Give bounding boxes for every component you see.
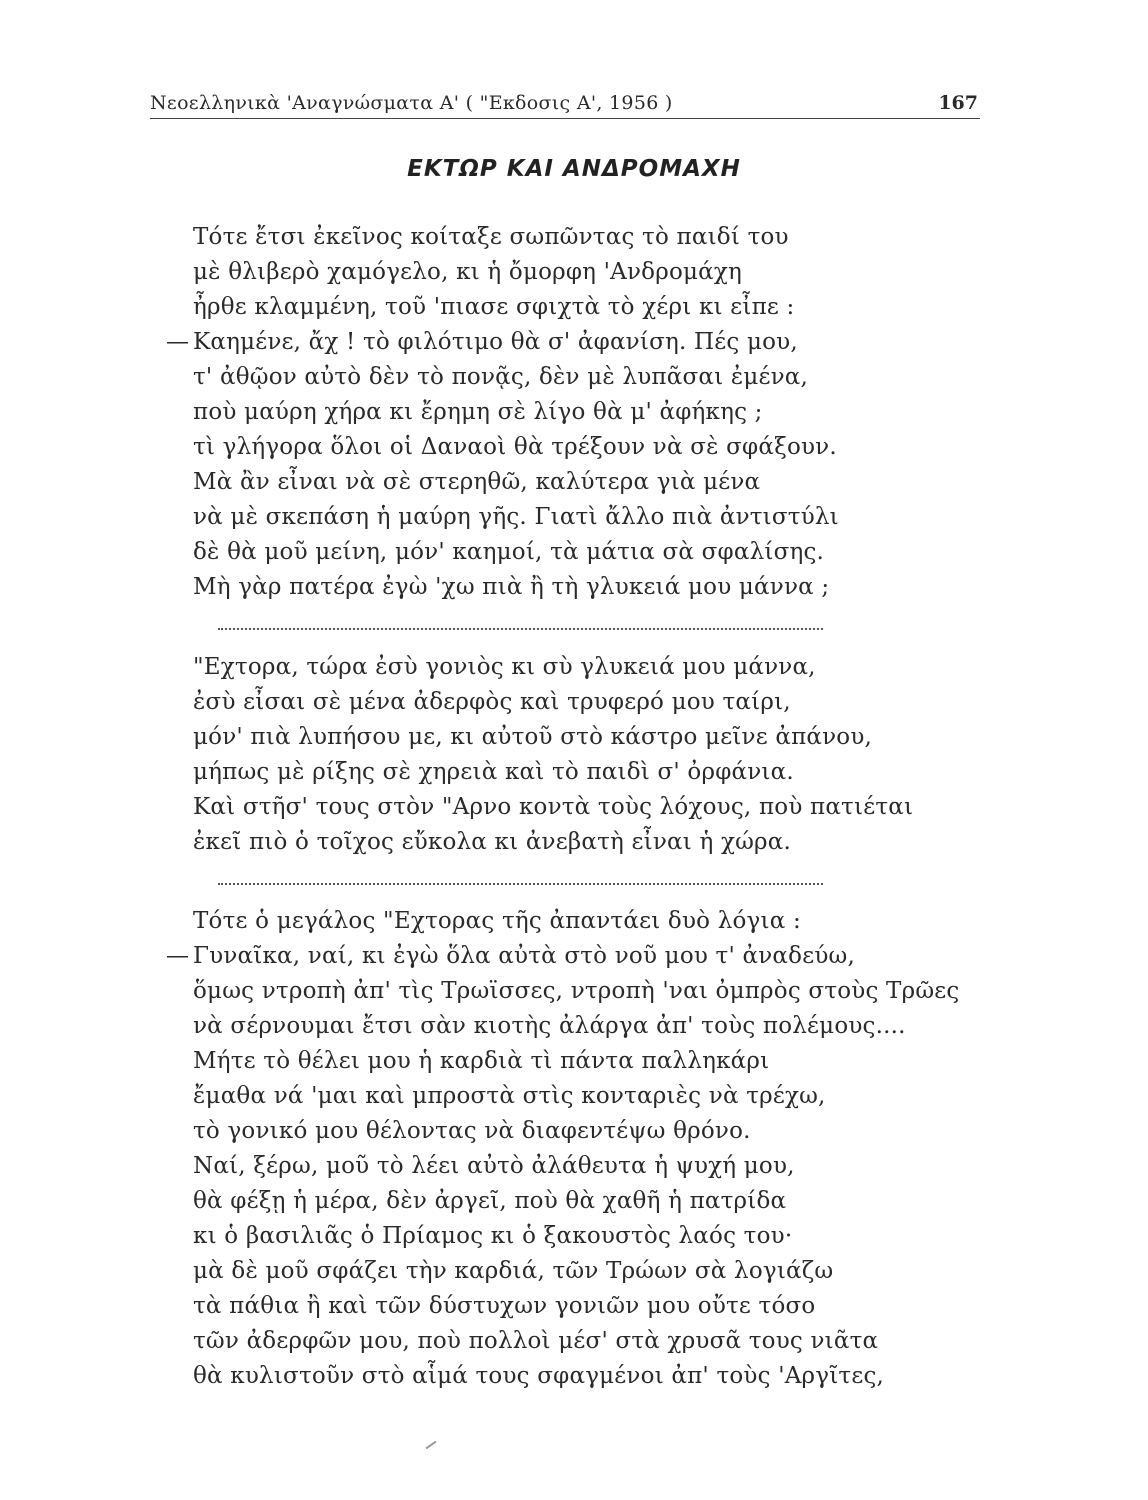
- poem-title: ΕΚΤΩΡ ΚΑΙ ΑΝΔΡΟΜΑΧΗ: [407, 156, 741, 182]
- poem-line: κι ὁ βασιλιᾶς ὁ Πρίαμος κι ὁ ξακουστὸς λαός του·: [193, 1223, 793, 1249]
- header-title: Νεοελληνικὰ 'Αναγνώσματα Α' ( "Εκδοσις Α', 1956 ): [150, 92, 673, 114]
- poem-line: μὰ δὲ μοῦ σφάζει τὴν καρδιά, τῶν Τρώων σὰ λογιάζω: [193, 1258, 834, 1284]
- poem-line: ἔμαθα νά 'μαι καὶ μπροστὰ στὶς κονταριὲς νὰ τρέχω,: [193, 1083, 826, 1109]
- poem-line: νὰ σέρνουμαι ἔτσι σὰν κιοτὴς ἀλάργα ἀπ' τοὺς πολέμους....: [193, 1013, 906, 1039]
- poem-line: θὰ φέξῃ ἡ μέρα, δὲν ἀργεῖ, ποὺ θὰ χαθῆ ἡ πατρίδα: [193, 1188, 787, 1214]
- poem-line: Μήτε τὸ θέλει μου ἡ καρδιὰ τὶ πάντα παλληκάρι: [193, 1048, 770, 1074]
- poem-line: Καημένε, ἄχ ! τὸ φιλότιμο θὰ σ' ἀφανίση. Πές μου,: [193, 329, 798, 355]
- poem-line: Τότε ὁ μεγάλος "Εχτορας τῆς ἀπαντάει δυὸ λόγια :: [193, 908, 801, 934]
- poem-line: ἐσὺ εἶσαι σὲ μένα ἀδερφὸς καὶ τρυφερό μου ταίρι,: [193, 689, 791, 715]
- dialogue-dash: —: [166, 943, 189, 969]
- poem-line: ἦρθε κλαμμένη, τοῦ 'πιασε σφιχτὰ τὸ χέρι κι εἶπε :: [193, 294, 795, 320]
- stray-mark: [426, 1441, 437, 1450]
- ellipsis-divider: [218, 628, 823, 630]
- poem-line: Καὶ στῆσ' τους στὸν "Αρνο κοντὰ τοὺς λόχους, ποὺ πατιέται: [193, 794, 914, 820]
- poem-line: τ' ἀθῷον αὐτὸ δὲν τὸ πονᾷς, δὲν μὲ λυπᾶσαι ἐμένα,: [193, 364, 809, 390]
- poem-line: ἐκεῖ πιὸ ὁ τοῖχος εὔκολα κι ἀνεβατὴ εἶναι ἡ χώρα.: [193, 829, 792, 855]
- poem-line: θὰ κυλιστοῦν στὸ αἷμά τους σφαγμένοι ἀπ' τοὺς 'Αργῖτες,: [193, 1363, 885, 1389]
- poem-line: "Εχτορα, τώρα ἐσὺ γονιὸς κι σὺ γλυκειά μου μάννα,: [193, 654, 816, 680]
- dialogue-dash: —: [166, 329, 189, 355]
- poem-line: τῶν ἀδερφῶν μου, ποὺ πολλοὶ μέσ' στὰ χρυσᾶ τους νιᾶτα: [193, 1328, 879, 1354]
- poem-line: Ναί, ξέρω, μοῦ τὸ λέει αὐτὸ ἀλάθευτα ἡ ψυχή μου,: [193, 1153, 795, 1179]
- poem-line: Γυναῖκα, ναί, κι ἐγὼ ὅλα αὐτὰ στὸ νοῦ μου τ' ἀναδεύω,: [193, 943, 855, 969]
- poem-line: Τότε ἔτσι ἐκεῖνος κοίταξε σωπῶντας τὸ παιδί του: [193, 224, 789, 250]
- poem-line: μήπως μὲ ρίξης σὲ χηρειὰ καὶ τὸ παιδὶ σ' ὀρφάνια.: [193, 759, 794, 785]
- poem-line: ποὺ μαύρη χήρα κι ἔρημη σὲ λίγο θὰ μ' ἀφήκης ;: [193, 399, 763, 425]
- ellipsis-divider: [218, 883, 823, 885]
- poem-line: νὰ μὲ σκεπάση ἡ μαύρη γῆς. Γιατὶ ἄλλο πιὰ ἀντιστύλι: [193, 504, 839, 530]
- poem-line: τὶ γλήγορα ὅλοι οἱ Δαναοὶ θὰ τρέξουν νὰ σὲ σφάξουν.: [193, 434, 837, 460]
- poem-line: ὅμως ντροπὴ ἀπ' τὶς Τρωϊσσες, ντροπὴ 'ναι ὀμπρὸς στοὺς Τρῶες: [193, 978, 960, 1004]
- poem-line: τὸ γονικό μου θέλοντας νὰ διαφεντέψω θρόνο.: [193, 1118, 751, 1144]
- poem-line: μὲ θλιβερὸ χαμόγελο, κι ἡ ὄμορφη 'Ανδρομάχη: [193, 259, 742, 285]
- poem-line: Μὰ ἂν εἶναι νὰ σὲ στερηθῶ, καλύτερα γιὰ μένα: [193, 469, 761, 495]
- running-header: [150, 90, 980, 119]
- page-number: 167: [938, 92, 978, 114]
- poem-line: Μὴ γὰρ πατέρα ἐγὼ 'χω πιὰ ἢ τὴ γλυκειά μου μάννα ;: [193, 574, 830, 600]
- poem-line: μόν' πιὰ λυπήσου με, κι αὐτοῦ στὸ κάστρο μεῖνε ἀπάνου,: [193, 724, 873, 750]
- poem-line: δὲ θὰ μοῦ μείνη, μόν' καημοί, τὰ μάτια σὰ σφαλίσης.: [193, 539, 825, 565]
- poem-line: τὰ πάθια ἢ καὶ τῶν δύστυχων γονιῶν μου οὔτε τόσο: [193, 1293, 816, 1319]
